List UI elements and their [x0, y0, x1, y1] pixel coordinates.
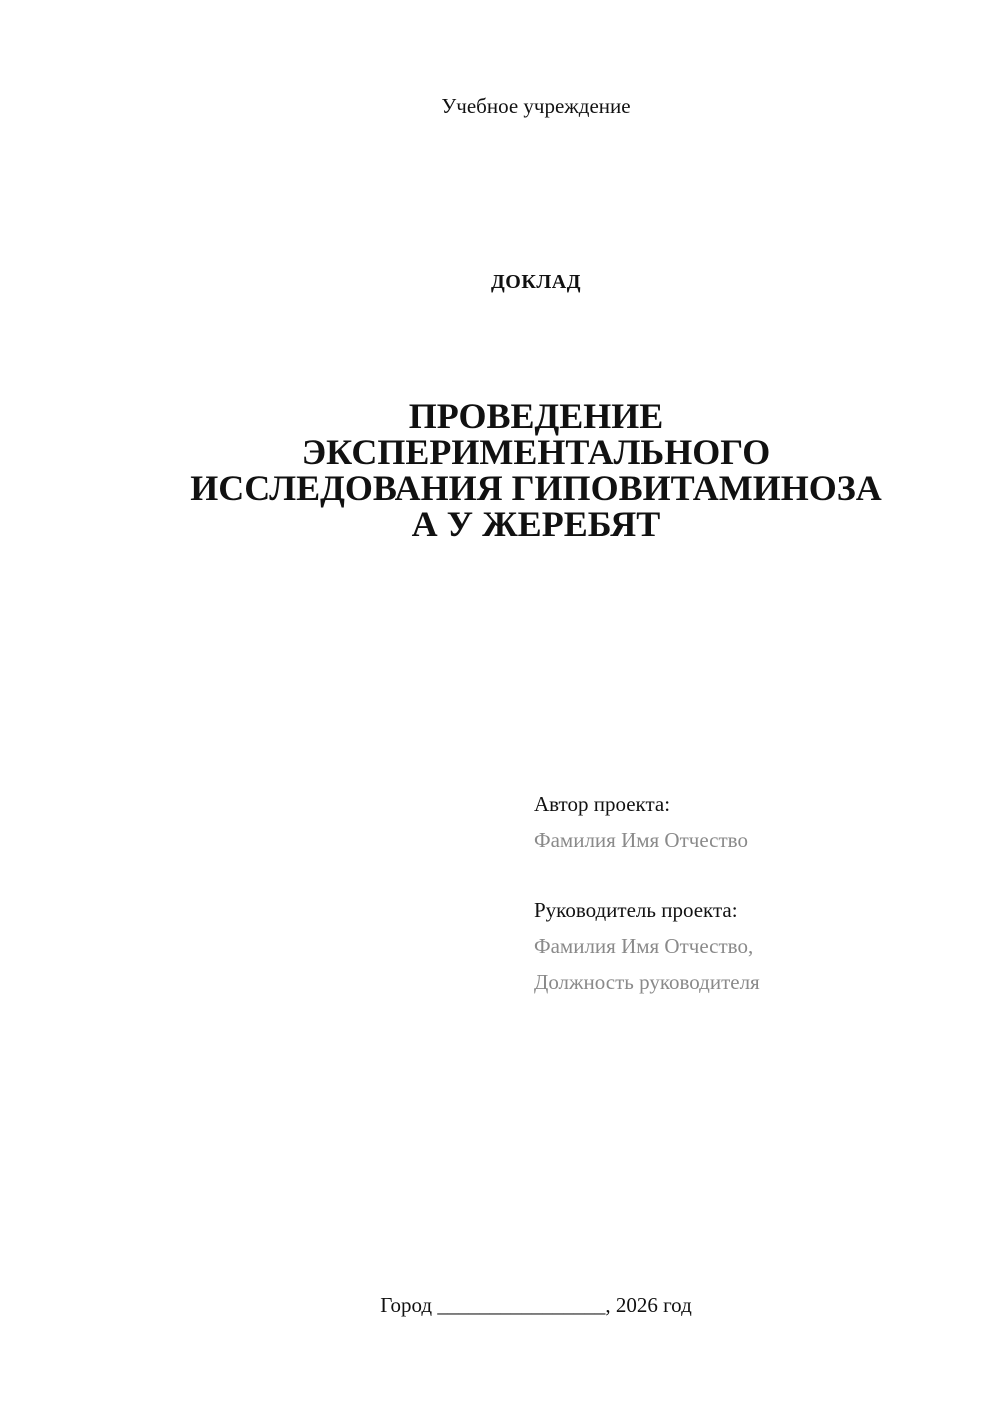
institution-name: Учебное учреждение [441, 94, 631, 118]
author-block [534, 786, 954, 858]
supervisor-position: Должность руководителя [534, 970, 760, 994]
title-line-1: ПРОВЕДЕНИЕ [408, 396, 664, 436]
title-line-3: ИССЛЕДОВАНИЯ ГИПОВИТАМИНОЗА [190, 468, 882, 508]
document-title [100, 398, 972, 542]
author-label: Автор проекта: [534, 792, 671, 816]
title-line-2: ЭКСПЕРИМЕНТАЛЬНОГО [301, 432, 771, 472]
document-type: ДОКЛАД [491, 271, 581, 293]
supervisor-label: Руководитель проекта: [534, 898, 738, 922]
city-year-line: Город ________________, 2026 год [380, 1293, 692, 1317]
supervisor-block [534, 892, 954, 1000]
supervisor-name: Фамилия Имя Отчество, [534, 934, 754, 958]
author-name: Фамилия Имя Отчество [534, 828, 748, 852]
title-line-4: А У ЖЕРЕБЯТ [411, 504, 661, 544]
